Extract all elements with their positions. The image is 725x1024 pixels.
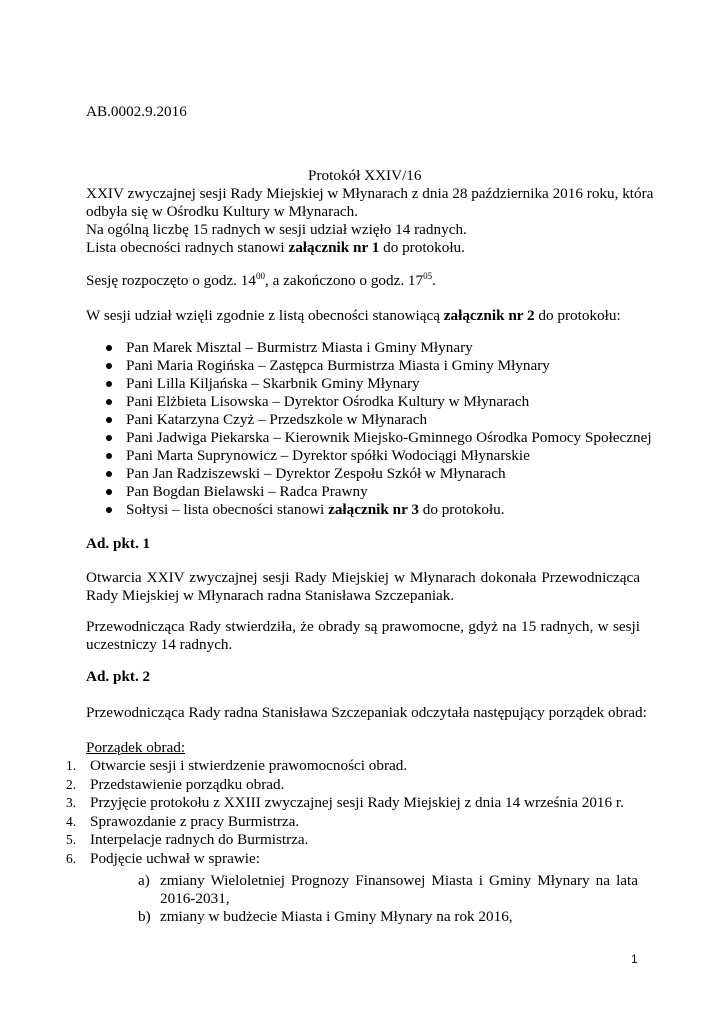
bullet-icon <box>106 435 112 441</box>
intro-line-4-post: do protokołu. <box>379 239 465 256</box>
agenda-sublist <box>138 872 638 926</box>
attachment-2-ref: załącznik nr 2 <box>443 307 535 324</box>
bullet-icon <box>106 345 112 351</box>
attendee-name: Pani Katarzyna Czyż – Przedszkole w Młynarach <box>126 411 428 428</box>
attachment-1-ref: załącznik nr 1 <box>288 239 380 256</box>
intro-line-1: XXIV zwyczajnej sesji Rady Miejskiej w Młynarach z dnia 28 października 2016 roku, która <box>86 185 654 202</box>
attendee-name: Pani Maria Rogińska – Zastępca Burmistrza Miasta i Gminy Młynary <box>126 357 550 374</box>
bullet-icon <box>106 507 112 513</box>
item-number: 3. <box>66 795 77 810</box>
attachment-3-ref: załącznik nr 3 <box>328 501 419 518</box>
bullet-icon <box>106 381 112 387</box>
list-item <box>138 908 638 926</box>
list-item <box>106 447 646 465</box>
attendee-name: Pani Jadwiga Piekarska – Kierownik Miejsko-Gminnego Ośrodka Pomocy Społecznej <box>126 429 652 446</box>
list-item <box>66 850 666 869</box>
intro-line-4 <box>86 239 465 257</box>
list-item <box>106 501 646 519</box>
section-1-para-1-line-1: Otwarcia XXIV zwyczajnej sesji Rady Miejskiej w Młynarach dokonała Przewodnicząca <box>86 569 640 586</box>
item-number: 2. <box>66 776 77 792</box>
soltysi-post: do protokołu. <box>418 501 505 518</box>
intro-line-4-pre: Lista obecności radnych stanowi <box>86 239 289 256</box>
list-item <box>106 375 646 393</box>
item-text-line-2: 2016-2031, <box>160 890 230 907</box>
list-item <box>106 465 646 483</box>
document-title: Protokół XXIV/16 <box>308 167 422 184</box>
list-item <box>66 831 666 850</box>
list-item <box>106 393 646 411</box>
list-item <box>66 813 666 832</box>
item-text: Przyjęcie protokołu z XXIII zwyczajnej sesji Rady Miejskiej z dnia 14 września 2016 r. <box>90 794 624 811</box>
list-item <box>106 429 652 447</box>
soltysi-pre: Sołtysi – lista obecności stanowi <box>126 501 329 518</box>
section-2-para-1: Przewodnicząca Rady radna Stanisława Szczepaniak odczytała następujący porządek obrad: <box>86 704 647 721</box>
bullet-icon <box>106 417 112 423</box>
bullet-icon <box>106 489 112 495</box>
list-item <box>66 757 666 776</box>
attendee-name: Pani Elżbieta Lisowska – Dyrektor Ośrodka Kultury w Młynarach <box>126 393 530 410</box>
attendee-name: Pani Lilla Kiljańska – Skarbnik Gminy Młynary <box>126 375 420 392</box>
attendance-intro <box>86 307 621 325</box>
item-letter: b) <box>138 908 151 925</box>
session-start-minutes: 00 <box>255 271 265 281</box>
bullet-icon <box>106 399 112 405</box>
item-text: Otwarcie sesji i stwierdzenie prawomocności obrad. <box>90 757 408 774</box>
item-text: Sprawozdanie z pracy Burmistrza. <box>90 812 300 830</box>
section-2-heading: Ad. pkt. 2 <box>86 668 151 685</box>
list-item <box>106 357 646 375</box>
list-item <box>66 794 666 813</box>
attendee-name: Pan Bogdan Bielawski – Radca Prawny <box>126 483 368 500</box>
document-reference-number: AB.0002.9.2016 <box>86 103 187 120</box>
intro-line-3: Na ogólną liczbę 15 radnych w sesji udział wzięło 14 radnych. <box>86 221 467 238</box>
attendee-name: Pan Jan Radziszewski – Dyrektor Zespołu Szkół w Młynarach <box>126 465 506 482</box>
attendance-post: do protokołu: <box>534 307 621 324</box>
list-item <box>138 872 638 908</box>
attendance-pre: W sesji udział wzięli zgodnie z listą obecności stanowiącą <box>86 307 444 324</box>
attendee-name: Pani Marta Suprynowicz – Dyrektor spółki Wodociągi Młynarskie <box>126 447 530 464</box>
page-number: 1 <box>631 952 638 966</box>
item-text: Interpelacje radnych do Burmistrza. <box>90 831 309 848</box>
attendee-name: Pan Marek Misztal – Burmistrz Miasta i Gminy Młynary <box>126 339 473 356</box>
session-time-line <box>86 272 436 290</box>
item-number: 1. <box>66 758 77 773</box>
list-item <box>106 483 646 501</box>
list-item <box>106 411 646 429</box>
agenda-title: Porządek obrad: <box>86 739 186 756</box>
session-time-pre: Sesję rozpoczęto o godz. 14 <box>86 272 256 289</box>
item-number: 5. <box>66 832 77 847</box>
bullet-icon <box>106 471 112 477</box>
agenda-list <box>66 757 666 868</box>
session-time-mid: , a zakończono o godz. 17 <box>264 272 424 289</box>
item-letter: a) <box>138 872 150 889</box>
item-text-line-1: zmiany w budżecie Miasta i Gminy Młynary na rok 2016, <box>160 908 513 925</box>
list-item <box>106 339 646 357</box>
section-1-para-2-line-2: uczestniczy 14 radnych. <box>86 636 233 653</box>
list-item <box>66 776 666 795</box>
section-1-para-2-line-1: Przewodnicząca Rady stwierdziła, że obrady są prawomocne, gdyż na 15 radnych, w sesji <box>86 618 640 635</box>
bullet-icon <box>106 363 112 369</box>
section-1-para-1-line-2: Rady Miejskiej w Młynarach radna Stanisława Szczepaniak. <box>86 587 455 604</box>
item-number: 4. <box>66 813 77 829</box>
item-text: Przedstawienie porządku obrad. <box>90 775 285 793</box>
session-time-post: . <box>432 272 436 289</box>
bullet-icon <box>106 453 112 459</box>
intro-line-2: odbyła się w Ośrodku Kultury w Młynarach. <box>86 203 359 220</box>
session-end-minutes: 05 <box>423 271 433 281</box>
attendee-list <box>106 339 652 519</box>
item-text-line-1: zmiany Wieloletniej Prognozy Finansowej Miasta i Gminy Młynary na lata <box>160 872 638 889</box>
item-number: 6. <box>66 850 77 866</box>
item-text: Podjęcie uchwał w sprawie: <box>90 849 260 867</box>
section-1-heading: Ad. pkt. 1 <box>86 535 151 552</box>
